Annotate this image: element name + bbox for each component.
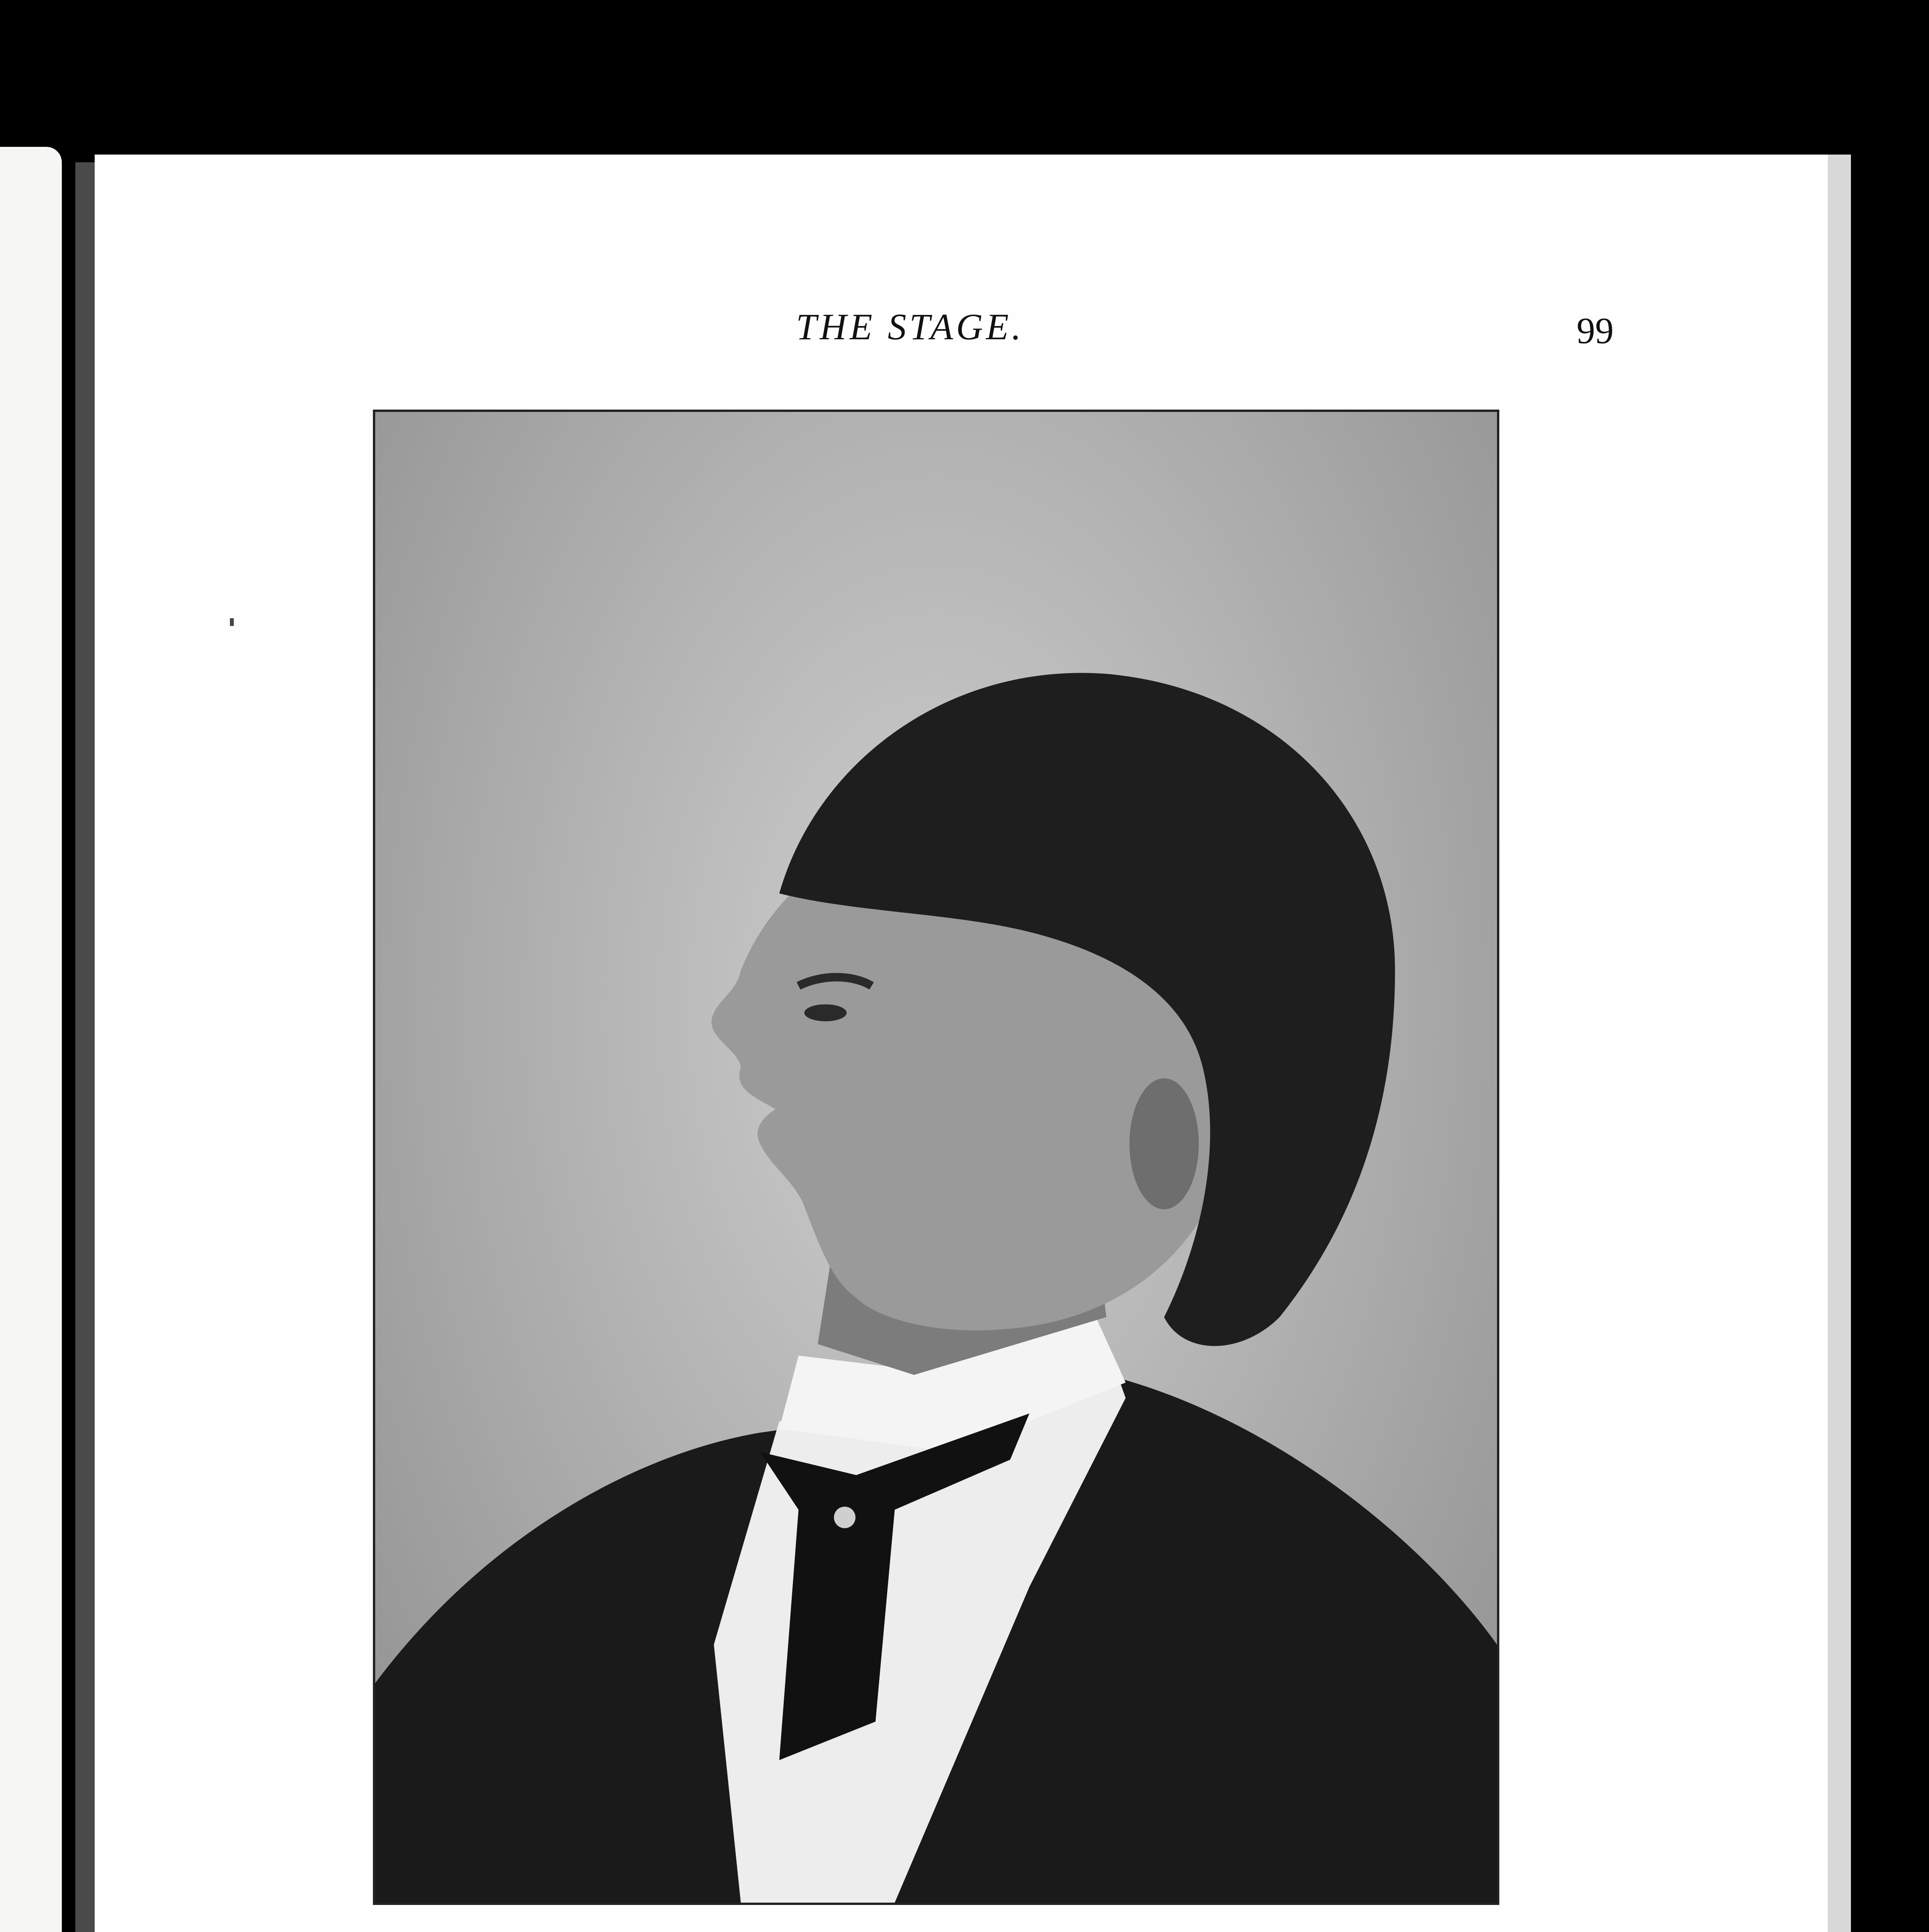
previous-page-edge bbox=[0, 147, 62, 1932]
running-head: THE STAGE. bbox=[796, 306, 1024, 347]
portrait-photo bbox=[373, 410, 1499, 1905]
page-number: 99 bbox=[1577, 310, 1614, 351]
tie-pin bbox=[834, 1507, 856, 1528]
portrait-illustration bbox=[375, 412, 1497, 1903]
print-speck bbox=[230, 618, 234, 626]
page-right-edge bbox=[1828, 155, 1851, 1932]
eye-shape bbox=[804, 1004, 847, 1021]
ear-shape bbox=[1130, 1078, 1199, 1209]
